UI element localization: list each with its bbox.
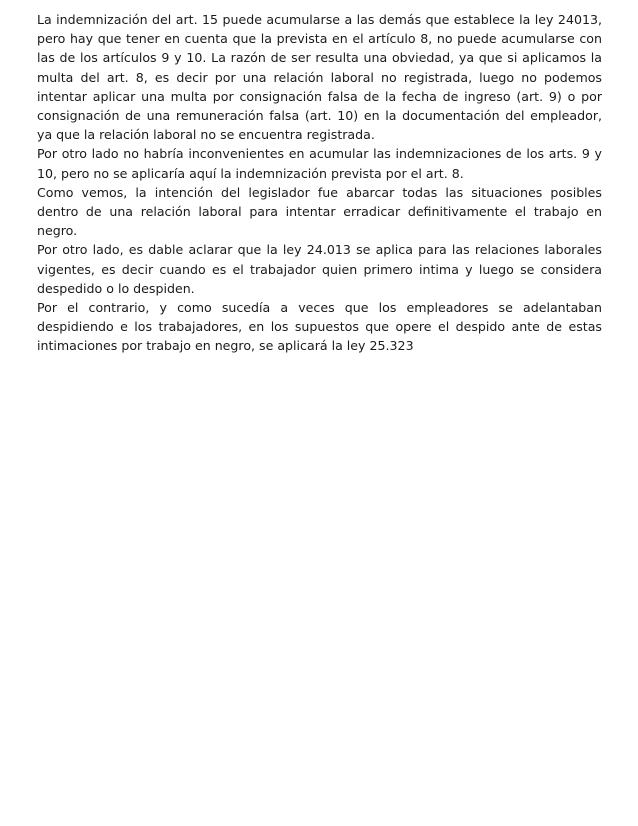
paragraph-ley-25323: Por el contrario, y como sucedía a veces que los empleadores se adelantaban despidiendo e los trabajadores, en los supuestos que opere el despido ante de estas intimaciones por trabajo en negro, se aplicará la ley 25.323 <box>37 300 602 354</box>
document-body <box>37 10 602 356</box>
paragraph-ley-24013-vigentes: Por otro lado, es dable aclarar que la ley 24.013 se aplica para las relaciones laborales vigentes, es decir cuando es el trabajador quien primero intima y luego se considera despedido o lo despiden. <box>37 242 602 296</box>
paragraph-arts-9-y-10: Por otro lado no habría inconvenientes en acumular las indemnizaciones de los arts. 9 y 10, pero no se aplicaría aquí la indemnización prevista por el art. 8. <box>37 146 602 181</box>
paragraph-intencion-legislador: Como vemos, la intención del legislador fue abarcar todas las situaciones posibles dentro de una relación laboral para intentar erradicar definitivamente el trabajo en negro. <box>37 184 602 239</box>
paragraph-acumulacion-art-15: La indemnización del art. 15 puede acumularse a las demás que establece la ley 24013, pero hay que tener en cuenta que la prevista en el artículo 8, no puede acumularse con las de los artículos 9 y 10. La razón de ser resulta una obviedad, ya que si aplicamos la multa del art. 8, es decir por una relación laboral no registrada, luego no podemos intentar aplicar una multa por consignación falsa de la fecha de ingreso (art. 9) o por consignación de una remuneración falsa (art. 10) en la documentación del empleador, ya que la relación laboral no se encuentra registrada. <box>37 12 602 143</box>
